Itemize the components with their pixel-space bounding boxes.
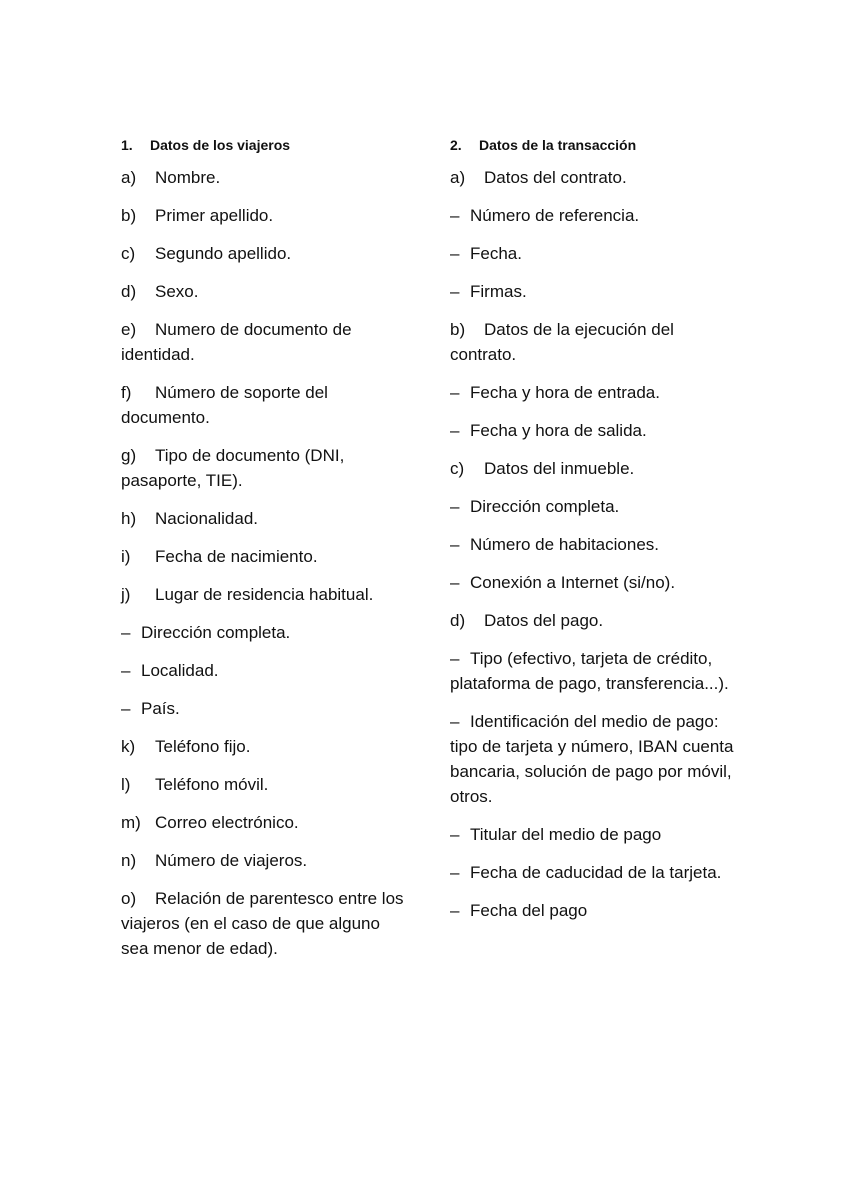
item-text: Datos del inmueble. <box>484 459 635 478</box>
list-item <box>450 494 740 519</box>
item-text: Número de habitaciones. <box>470 535 660 554</box>
section-travellers <box>121 132 411 974</box>
item-text: Número de soporte del documento. <box>121 383 328 427</box>
item-letter: j) <box>121 585 131 604</box>
section-title: Datos de la transacción <box>479 137 637 153</box>
item-text: Nombre. <box>155 168 221 187</box>
list-item <box>450 570 740 595</box>
item-letter: h) <box>121 509 137 528</box>
item-text: Fecha. <box>470 244 522 263</box>
item-list <box>121 165 411 961</box>
list-item <box>121 620 411 645</box>
item-text: Identificación del medio de pago: tipo de tarjeta y número, IBAN cuenta bancaria, solución de pago por móvil, otros. <box>450 712 734 806</box>
item-letter: c) <box>121 244 136 263</box>
item-text: Primer apellido. <box>155 206 274 225</box>
list-item <box>121 582 411 607</box>
item-text: Correo electrónico. <box>155 813 299 832</box>
dash-bullet: – <box>450 282 460 301</box>
dash-bullet: – <box>450 244 460 263</box>
item-text: Conexión a Internet (si/no). <box>470 573 676 592</box>
list-item <box>121 848 411 873</box>
dash-bullet: – <box>450 573 460 592</box>
item-text: Datos del pago. <box>484 611 604 630</box>
dash-bullet: – <box>450 206 460 225</box>
list-item <box>450 317 740 367</box>
item-letter: c) <box>450 459 465 478</box>
item-text: Segundo apellido. <box>155 244 292 263</box>
section-number: 1. <box>121 137 133 153</box>
dash-bullet: – <box>450 825 460 844</box>
item-text: Dirección completa. <box>141 623 291 642</box>
list-item <box>121 696 411 721</box>
item-letter: m) <box>121 813 141 832</box>
list-item <box>450 709 740 809</box>
item-text: Lugar de residencia habitual. <box>155 585 374 604</box>
item-letter: d) <box>121 282 137 301</box>
list-item <box>121 443 411 493</box>
item-text: Numero de documento de identidad. <box>121 320 352 364</box>
item-text: Fecha y hora de salida. <box>470 421 647 440</box>
list-item <box>121 241 411 266</box>
dash-bullet: – <box>450 649 460 668</box>
item-letter: a) <box>121 168 137 187</box>
dash-bullet: – <box>450 712 460 731</box>
dash-bullet: – <box>450 497 460 516</box>
item-text: Teléfono móvil. <box>155 775 269 794</box>
section-transaction <box>450 132 740 936</box>
list-item <box>121 380 411 430</box>
list-item <box>121 810 411 835</box>
item-text: Fecha de nacimiento. <box>155 547 318 566</box>
item-text: Fecha y hora de entrada. <box>470 383 660 402</box>
item-letter: e) <box>121 320 137 339</box>
list-item <box>121 886 411 961</box>
dash-bullet: – <box>450 901 460 920</box>
item-letter: l) <box>121 775 131 794</box>
list-item <box>121 544 411 569</box>
list-item <box>450 203 740 228</box>
dash-bullet: – <box>121 661 131 680</box>
item-text: Fecha de caducidad de la tarjeta. <box>470 863 722 882</box>
list-item <box>450 860 740 885</box>
section-title: Datos de los viajeros <box>150 137 291 153</box>
item-letter: o) <box>121 889 137 908</box>
section-heading <box>450 132 740 158</box>
item-text: Tipo de documento (DNI, pasaporte, TIE). <box>121 446 345 490</box>
dash-bullet: – <box>450 383 460 402</box>
item-letter: a) <box>450 168 466 187</box>
dash-bullet: – <box>450 863 460 882</box>
item-text: Número de referencia. <box>470 206 640 225</box>
list-item <box>450 418 740 443</box>
list-item <box>121 734 411 759</box>
list-item <box>450 279 740 304</box>
list-item <box>450 380 740 405</box>
item-list <box>450 165 740 923</box>
list-item <box>450 822 740 847</box>
list-item <box>450 456 740 481</box>
list-item <box>450 165 740 190</box>
item-text: Firmas. <box>470 282 527 301</box>
item-text: Tipo (efectivo, tarjeta de crédito, plataforma de pago, transferencia...). <box>450 649 729 693</box>
item-letter: n) <box>121 851 137 870</box>
item-text: Relación de parentesco entre los viajeros (en el caso de que alguno sea menor de edad). <box>121 889 404 958</box>
item-text: Teléfono fijo. <box>155 737 251 756</box>
item-letter: b) <box>121 206 137 225</box>
list-item <box>121 279 411 304</box>
dash-bullet: – <box>121 699 131 718</box>
dash-bullet: – <box>450 421 460 440</box>
list-item <box>450 646 740 696</box>
item-text: Nacionalidad. <box>155 509 259 528</box>
item-text: Dirección completa. <box>470 497 620 516</box>
list-item <box>121 772 411 797</box>
dash-bullet: – <box>450 535 460 554</box>
list-item <box>121 203 411 228</box>
list-item <box>450 608 740 633</box>
item-text: Titular del medio de pago <box>470 825 662 844</box>
item-letter: d) <box>450 611 466 630</box>
list-item <box>450 898 740 923</box>
list-item <box>121 317 411 367</box>
list-item <box>121 165 411 190</box>
item-letter: k) <box>121 737 136 756</box>
section-number: 2. <box>450 137 462 153</box>
item-text: Número de viajeros. <box>155 851 308 870</box>
list-item <box>450 532 740 557</box>
item-letter: i) <box>121 547 131 566</box>
list-item <box>121 658 411 683</box>
list-item <box>450 241 740 266</box>
item-text: Sexo. <box>155 282 199 301</box>
section-heading <box>121 132 411 158</box>
item-text: Fecha del pago <box>470 901 588 920</box>
item-text: Datos de la ejecución del contrato. <box>450 320 674 364</box>
item-letter: f) <box>121 383 132 402</box>
item-text: Localidad. <box>141 661 219 680</box>
list-item <box>121 506 411 531</box>
item-letter: b) <box>450 320 466 339</box>
item-letter: g) <box>121 446 137 465</box>
item-text: Datos del contrato. <box>484 168 627 187</box>
item-text: País. <box>141 699 180 718</box>
dash-bullet: – <box>121 623 131 642</box>
